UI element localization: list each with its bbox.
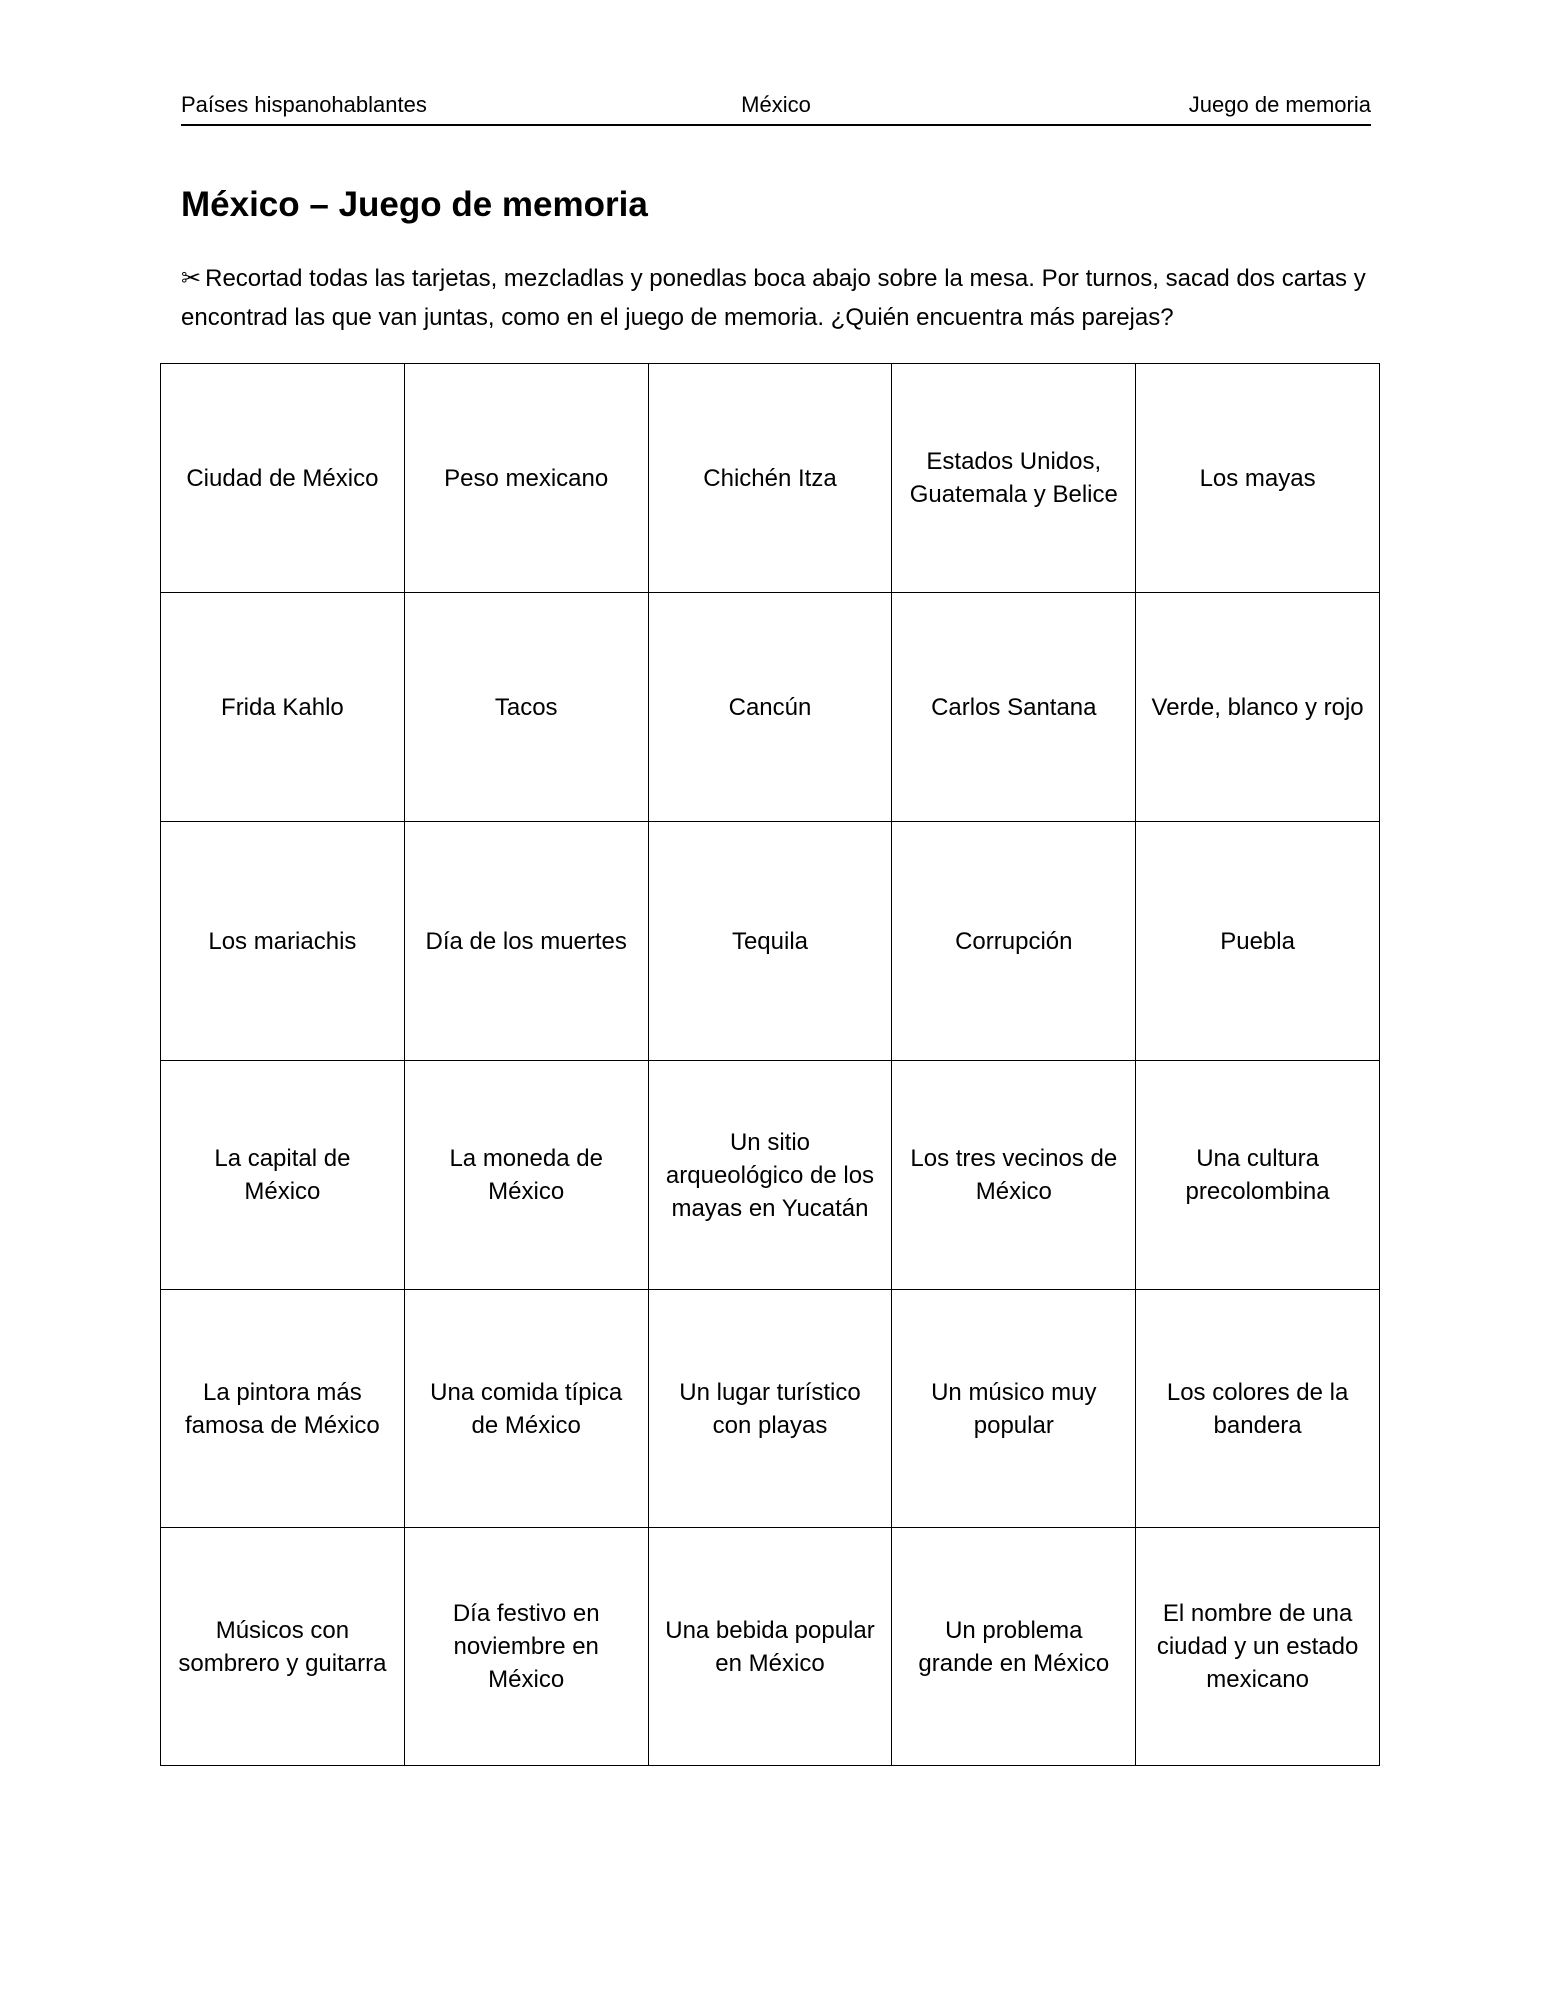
memory-card: Corrupción [892, 822, 1136, 1061]
memory-card-grid [160, 363, 1380, 1766]
card-row [161, 364, 1380, 593]
memory-card: Un músico muy popular [892, 1290, 1136, 1528]
memory-card: Peso mexicano [404, 364, 648, 593]
instructions [181, 259, 1381, 337]
card-row [161, 1061, 1380, 1290]
card-row [161, 822, 1380, 1061]
memory-card: Ciudad de México [161, 364, 405, 593]
header-left-text: Países hispanohablantes [181, 92, 427, 117]
memory-card: Tequila [648, 822, 892, 1061]
memory-card: Carlos Santana [892, 593, 1136, 822]
memory-card: Chichén Itza [648, 364, 892, 593]
memory-card: Tacos [404, 593, 648, 822]
memory-card: Puebla [1136, 822, 1380, 1061]
memory-card: Una comida típica de México [404, 1290, 648, 1528]
header-right-text: Juego de memoria [1188, 92, 1371, 117]
memory-card: Día festivo en noviembre en México [404, 1528, 648, 1766]
scissors-icon: ✂ [181, 264, 202, 292]
memory-card: Un sitio arqueológico de los mayas en Yucatán [648, 1061, 892, 1290]
card-row [161, 1290, 1380, 1528]
card-row [161, 593, 1380, 822]
memory-card: Frida Kahlo [161, 593, 405, 822]
memory-card: Cancún [648, 593, 892, 822]
memory-card: Verde, blanco y rojo [1136, 593, 1380, 822]
memory-card: Los mariachis [161, 822, 405, 1061]
instructions-text: Recortad todas las tarjetas, mezcladlas y ponedlas boca abajo sobre la mesa. Por turnos, sacad dos cartas y encontrad las que van juntas, como en el juego de memoria. ¿Quién encuentra más parejas? [181, 265, 1366, 331]
memory-card: Una bebida popular en México [648, 1528, 892, 1766]
memory-card: Una cultura precolombina [1136, 1061, 1380, 1290]
memory-card: La capital de México [161, 1061, 405, 1290]
page-header [181, 92, 1371, 126]
card-row [161, 1528, 1380, 1766]
memory-card: Un problema grande en México [892, 1528, 1136, 1766]
memory-card: Los colores de la bandera [1136, 1290, 1380, 1528]
memory-card: La pintora más famosa de México [161, 1290, 405, 1528]
memory-card: El nombre de una ciudad y un estado mexicano [1136, 1528, 1380, 1766]
memory-card: Un lugar turístico con playas [648, 1290, 892, 1528]
page-title: México – Juego de memoria [181, 185, 648, 224]
memory-card: Los tres vecinos de México [892, 1061, 1136, 1290]
memory-card: La moneda de México [404, 1061, 648, 1290]
memory-card: Estados Unidos, Guatemala y Belice [892, 364, 1136, 593]
memory-card: Los mayas [1136, 364, 1380, 593]
memory-card: Músicos con sombrero y guitarra [161, 1528, 405, 1766]
memory-card: Día de los muertes [404, 822, 648, 1061]
header-center-text: México [741, 92, 811, 117]
